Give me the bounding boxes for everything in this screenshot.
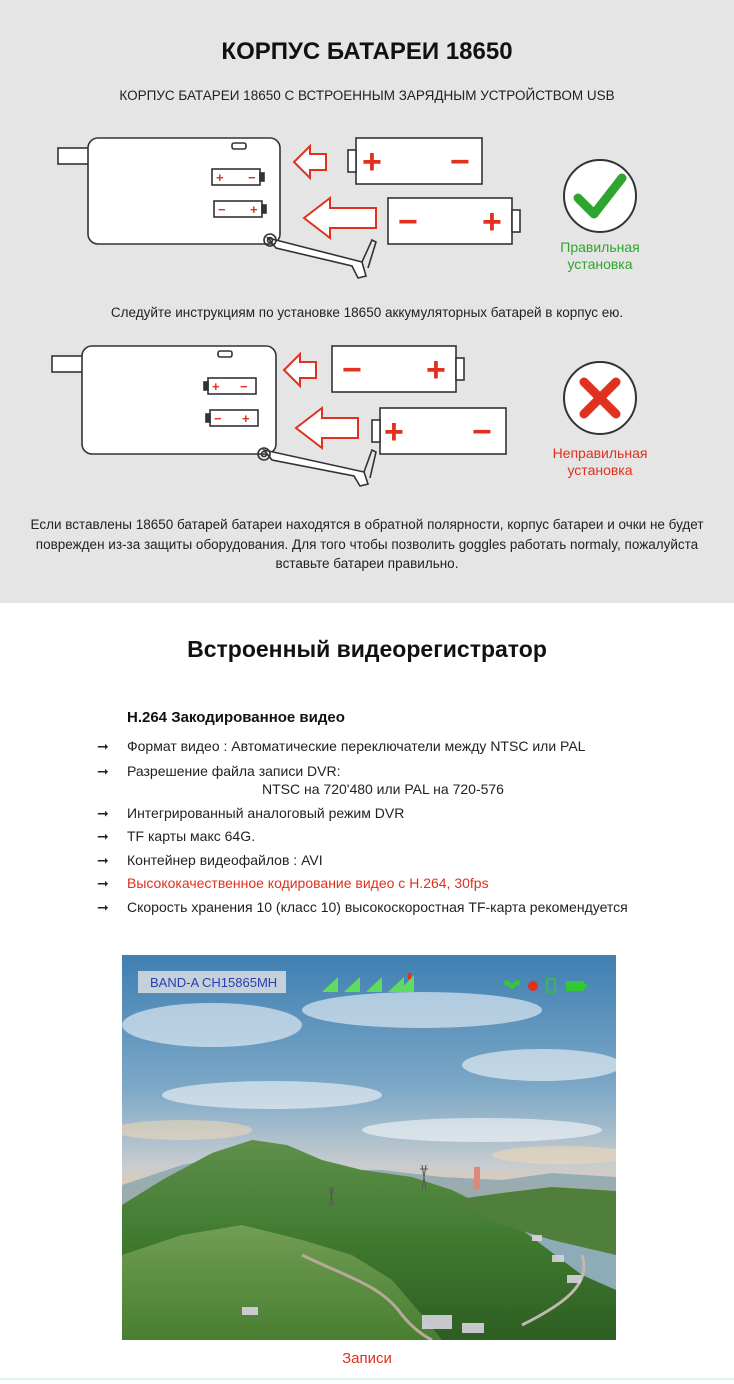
arrow-left-bottom-2 (296, 408, 358, 448)
feature-item (97, 805, 404, 822)
arrow-icon: ➞ (97, 805, 109, 821)
recording-screenshot (122, 955, 616, 1340)
feature-text: Разрешение файла записи DVR: (127, 763, 341, 779)
divider (0, 1378, 734, 1380)
case2-top-minus: − (240, 379, 248, 394)
case-cell-bottom-minus: − (218, 202, 226, 217)
incorrect-installation-label: Неправильная установка (552, 445, 648, 478)
feature-item (97, 852, 323, 869)
feature-text: Формат видео : Автоматические переключатели между NTSC или PAL (127, 738, 586, 754)
case-cell-top-minus: − (248, 170, 256, 185)
arrow-icon: ➞ (97, 899, 109, 915)
usb-port (58, 148, 90, 164)
arrow-icon: ➞ (97, 738, 109, 754)
battery2-top-plus: + (426, 351, 446, 389)
battery-section (0, 0, 734, 603)
feature-text-highlight: Высококачественное кодирование видео с H.264, 30fps (127, 875, 489, 891)
case-lid (268, 238, 366, 278)
feature-item (97, 763, 340, 780)
battery-subtitle: КОРПУС БАТАРЕИ 18650 С ВСТРОЕННЫМ ЗАРЯДНЫМ УСТРОЙСТВОМ USB (119, 88, 615, 103)
feature-item (97, 828, 255, 845)
usb-port-2 (52, 356, 84, 372)
polarity-warning: Если вставлены 18650 батарей батареи находятся в обратной полярности, корпус батареи и очки не будет поврежден из-за защиты оборудования. Для того чтобы позволить goggles работать normaly, пожалуйста вставьте батареи правильно. (30, 517, 704, 571)
feature-text: TF карты макс 64G. (127, 828, 255, 844)
arrow-icon: ➞ (97, 875, 109, 891)
battery-title: КОРПУС БАТАРЕИ 18650 (221, 38, 513, 65)
battery-bottom-minus: − (398, 203, 418, 241)
dvr-title: Встроенный видеорегистратор (187, 636, 547, 662)
correct-installation-label: Правильная установка (560, 239, 640, 272)
case2-bottom-plus: + (242, 411, 250, 426)
battery2-bottom-minus: − (472, 413, 492, 451)
feature-item (97, 875, 489, 892)
feature-text: Контейнер видеофайлов : AVI (127, 852, 323, 868)
case-lid-2 (264, 450, 368, 486)
feature-text: Скорость хранения 10 (класс 10) высокоскоростная TF-карта рекомендуется (127, 899, 628, 915)
feature-item (97, 899, 628, 916)
battery2-top-minus: − (342, 351, 362, 389)
battery-top-plus: + (362, 143, 382, 181)
osd-channel-text: BAND-A CH15865MH (150, 975, 278, 990)
arrow-left-top (294, 146, 326, 178)
arrow-left-top-2 (284, 354, 316, 386)
battery-case (88, 138, 280, 244)
dvr-subtitle: H.264 Закодированное видео (127, 709, 345, 726)
arrow-icon: ➞ (97, 852, 109, 868)
feature-text: Интегрированный аналоговый режим DVR (127, 805, 405, 821)
photo-caption: Записи (342, 1350, 392, 1367)
case2-bottom-minus: − (214, 411, 222, 426)
arrow-icon: ➞ (97, 828, 109, 844)
case-cell-top-plus: + (216, 170, 224, 185)
record-icon (528, 981, 538, 991)
case-cell-bottom-plus: + (250, 202, 258, 217)
installation-instruction: Следуйте инструкциям по установке 18650 аккумуляторных батарей в корпус ею. (110, 305, 624, 320)
battery-case-2 (82, 346, 276, 454)
arrow-icon: ➞ (97, 763, 109, 779)
feature-item (97, 738, 585, 755)
arrow-left-bottom (304, 198, 376, 238)
battery-bottom-plus: + (482, 203, 502, 241)
resolution-detail: NTSC на 720'480 или PAL на 720-576 (262, 781, 504, 797)
case2-top-plus: + (212, 379, 220, 394)
battery2-bottom-plus: + (384, 413, 404, 451)
battery-top-minus: − (450, 143, 470, 181)
battery-level-icon (566, 981, 587, 991)
